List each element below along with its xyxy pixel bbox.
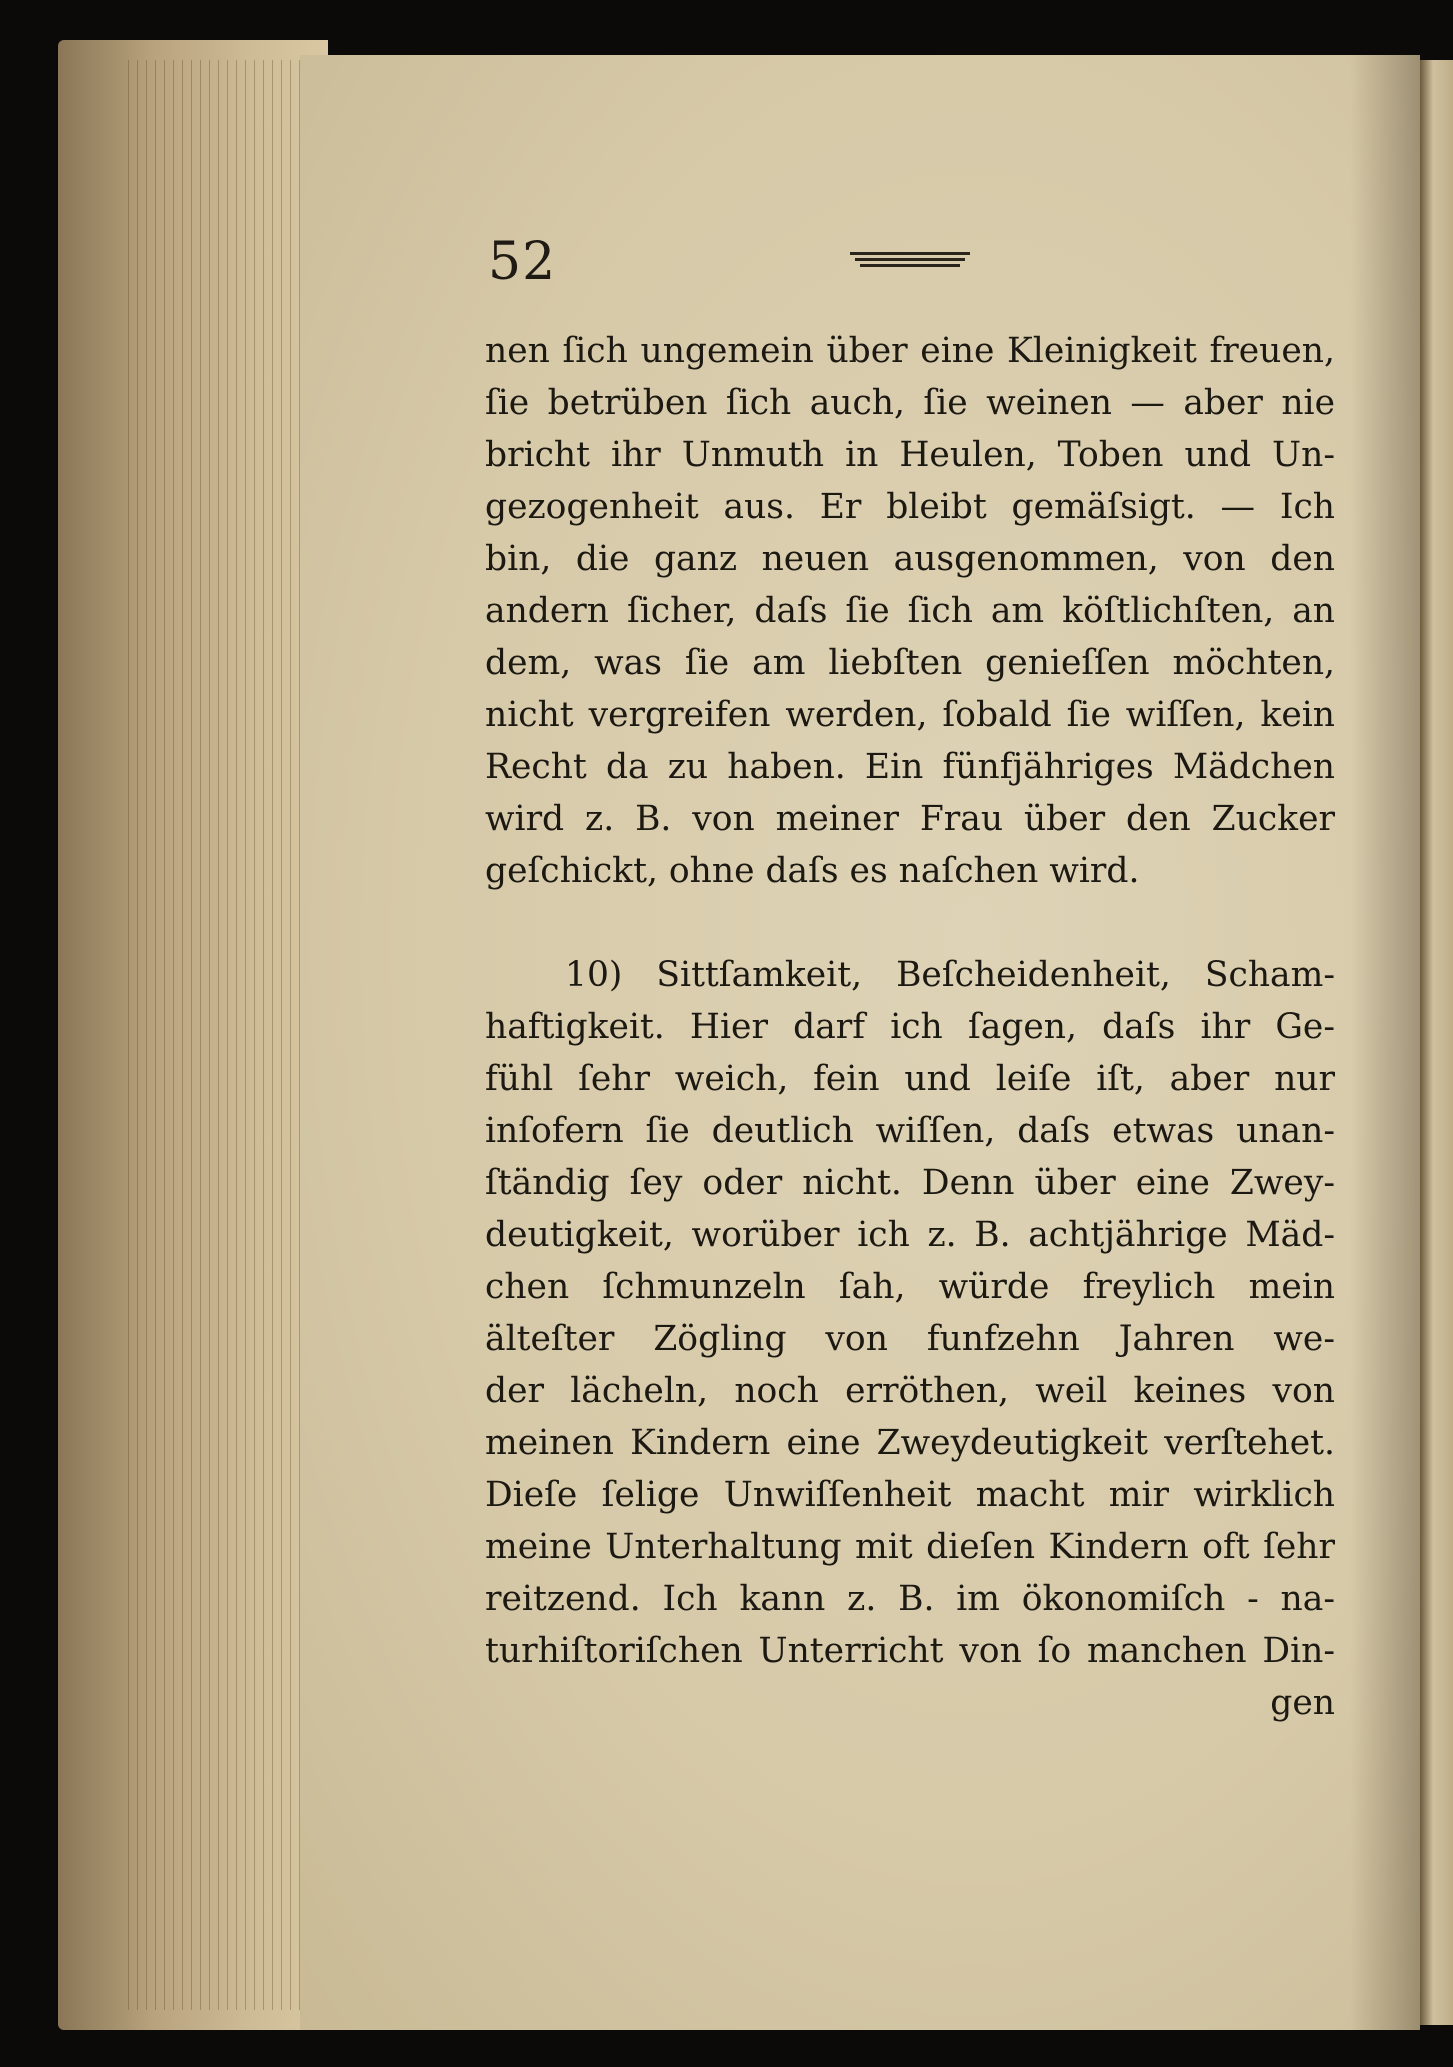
text-line: bin, die ganz neuen ausgenommen, von den xyxy=(485,539,1335,579)
paragraph-2 xyxy=(485,949,1335,1677)
paragraph-gap xyxy=(485,897,1335,949)
text-line: Recht da zu haben. Ein fünfjähriges Mädchen xyxy=(485,747,1335,787)
text-line: turhiſtoriſchen Unterricht von ſo manchen Din- xyxy=(485,1631,1335,1671)
header-ornament xyxy=(850,252,970,266)
text-line: älteſter Zögling von funfzehn Jahren we- xyxy=(485,1319,1335,1359)
text-line: reitzend. Ich kann z. B. im ökonomiſch - na- xyxy=(485,1579,1335,1619)
text-line: andern ſicher, daſs ſie ſich am köſtlichſten, an xyxy=(485,591,1335,631)
text-line: wird z. B. von meiner Frau über den Zucker xyxy=(485,799,1335,839)
text-line: gezogenheit aus. Er bleibt gemäſsigt. — Ich xyxy=(485,487,1335,527)
text-line: haftigkeit. Hier darf ich ſagen, daſs ihr Ge- xyxy=(485,1007,1335,1047)
book-page-edges xyxy=(58,40,328,2030)
page-number: 52 xyxy=(488,232,557,292)
body-text xyxy=(485,325,1335,1729)
page-edge-lines xyxy=(128,60,318,2010)
text-line: meinen Kindern eine Zweydeutigkeit verſtehet. xyxy=(485,1423,1335,1463)
text-line: Dieſe ſelige Unwiſſenheit macht mir wirklich xyxy=(485,1475,1335,1515)
text-line: inſofern ſie deutlich wiſſen, daſs etwas unan- xyxy=(485,1111,1335,1151)
text-line: nen ſich ungemein über eine Kleinigkeit freuen, xyxy=(485,331,1335,371)
gutter-shadow xyxy=(1350,55,1420,2030)
catchword: gen xyxy=(1270,1683,1335,1723)
text-line: meine Unterhaltung mit dieſen Kindern oft ſehr xyxy=(485,1527,1335,1567)
paragraph-1 xyxy=(485,325,1335,897)
text-line: ſie betrüben ſich auch, ſie weinen — aber nie xyxy=(485,383,1335,423)
text-line: fühl ſehr weich, fein und leiſe iſt, aber nur xyxy=(485,1059,1335,1099)
text-line: nicht vergreifen werden, ſobald ſie wiſſen, kein xyxy=(485,695,1335,735)
text-line: ſtändig ſey oder nicht. Denn über eine Zwey- xyxy=(485,1163,1335,1203)
text-line: bricht ihr Unmuth in Heulen, Toben und Un- xyxy=(485,435,1335,475)
text-line: geſchickt, ohne daſs es naſchen wird. xyxy=(485,851,1140,891)
text-line: 10) Sittſamkeit, Beſcheidenheit, Scham- xyxy=(565,955,1335,995)
text-line: chen ſchmunzeln ſah, würde freylich mein xyxy=(485,1267,1335,1307)
text-line: dem, was ſie am liebſten genieſſen möchten, xyxy=(485,643,1335,683)
facing-page-edge xyxy=(1420,60,1453,2025)
text-line: deutigkeit, worüber ich z. B. achtjährige Mäd- xyxy=(485,1215,1335,1255)
text-line: der lächeln, noch erröthen, weil keines von xyxy=(485,1371,1335,1411)
